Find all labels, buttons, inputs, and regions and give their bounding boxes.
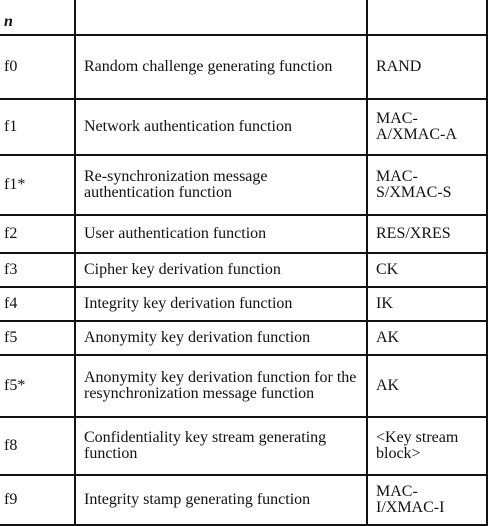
header-cell-function-id: n — [0, 0, 75, 35]
table-row — [0, 417, 487, 475]
function-id: f3 — [0, 253, 75, 287]
function-output: MAC-A/XMAC-A — [367, 99, 487, 155]
function-id: f5* — [0, 355, 75, 417]
function-name: Integrity key derivation function — [75, 287, 367, 321]
function-output: MAC-I/XMAC-I — [367, 475, 487, 525]
table-row — [0, 321, 487, 355]
function-output: RES/XRES — [367, 215, 487, 253]
function-name: Cipher key derivation function — [75, 253, 367, 287]
table-row — [0, 287, 487, 321]
function-output: RAND — [367, 35, 487, 99]
function-name: Confidentiality key stream generating function — [75, 417, 367, 475]
table-row — [0, 99, 487, 155]
table-row — [0, 475, 487, 525]
function-name: Random challenge generating function — [75, 35, 367, 99]
function-output: IK — [367, 287, 487, 321]
function-name: Integrity stamp generating function — [75, 475, 367, 525]
function-name: Network authentication function — [75, 99, 367, 155]
function-name: Anonymity key derivation function for the resynchronization message function — [75, 355, 367, 417]
header-cell-description — [75, 0, 367, 35]
function-output: CK — [367, 253, 487, 287]
function-output: AK — [367, 321, 487, 355]
function-id: f2 — [0, 215, 75, 253]
function-name: User authentication function — [75, 215, 367, 253]
table-row — [0, 155, 487, 215]
table-row — [0, 215, 487, 253]
table-row — [0, 35, 487, 99]
function-output: <Key stream block> — [367, 417, 487, 475]
function-id: f4 — [0, 287, 75, 321]
function-output: MAC-S/XMAC-S — [367, 155, 487, 215]
function-output: AK — [367, 355, 487, 417]
header-cell-output — [367, 0, 487, 35]
table-row — [0, 253, 487, 287]
table-row — [0, 355, 487, 417]
function-id: f0 — [0, 35, 75, 99]
function-id: f5 — [0, 321, 75, 355]
function-name: Anonymity key derivation function — [75, 321, 367, 355]
function-name: Re-synchronization message authentication function — [75, 155, 367, 215]
function-id: f8 — [0, 417, 75, 475]
function-id: f1 — [0, 99, 75, 155]
function-id: f1* — [0, 155, 75, 215]
function-id: f9 — [0, 475, 75, 525]
table-header-row — [0, 0, 487, 35]
